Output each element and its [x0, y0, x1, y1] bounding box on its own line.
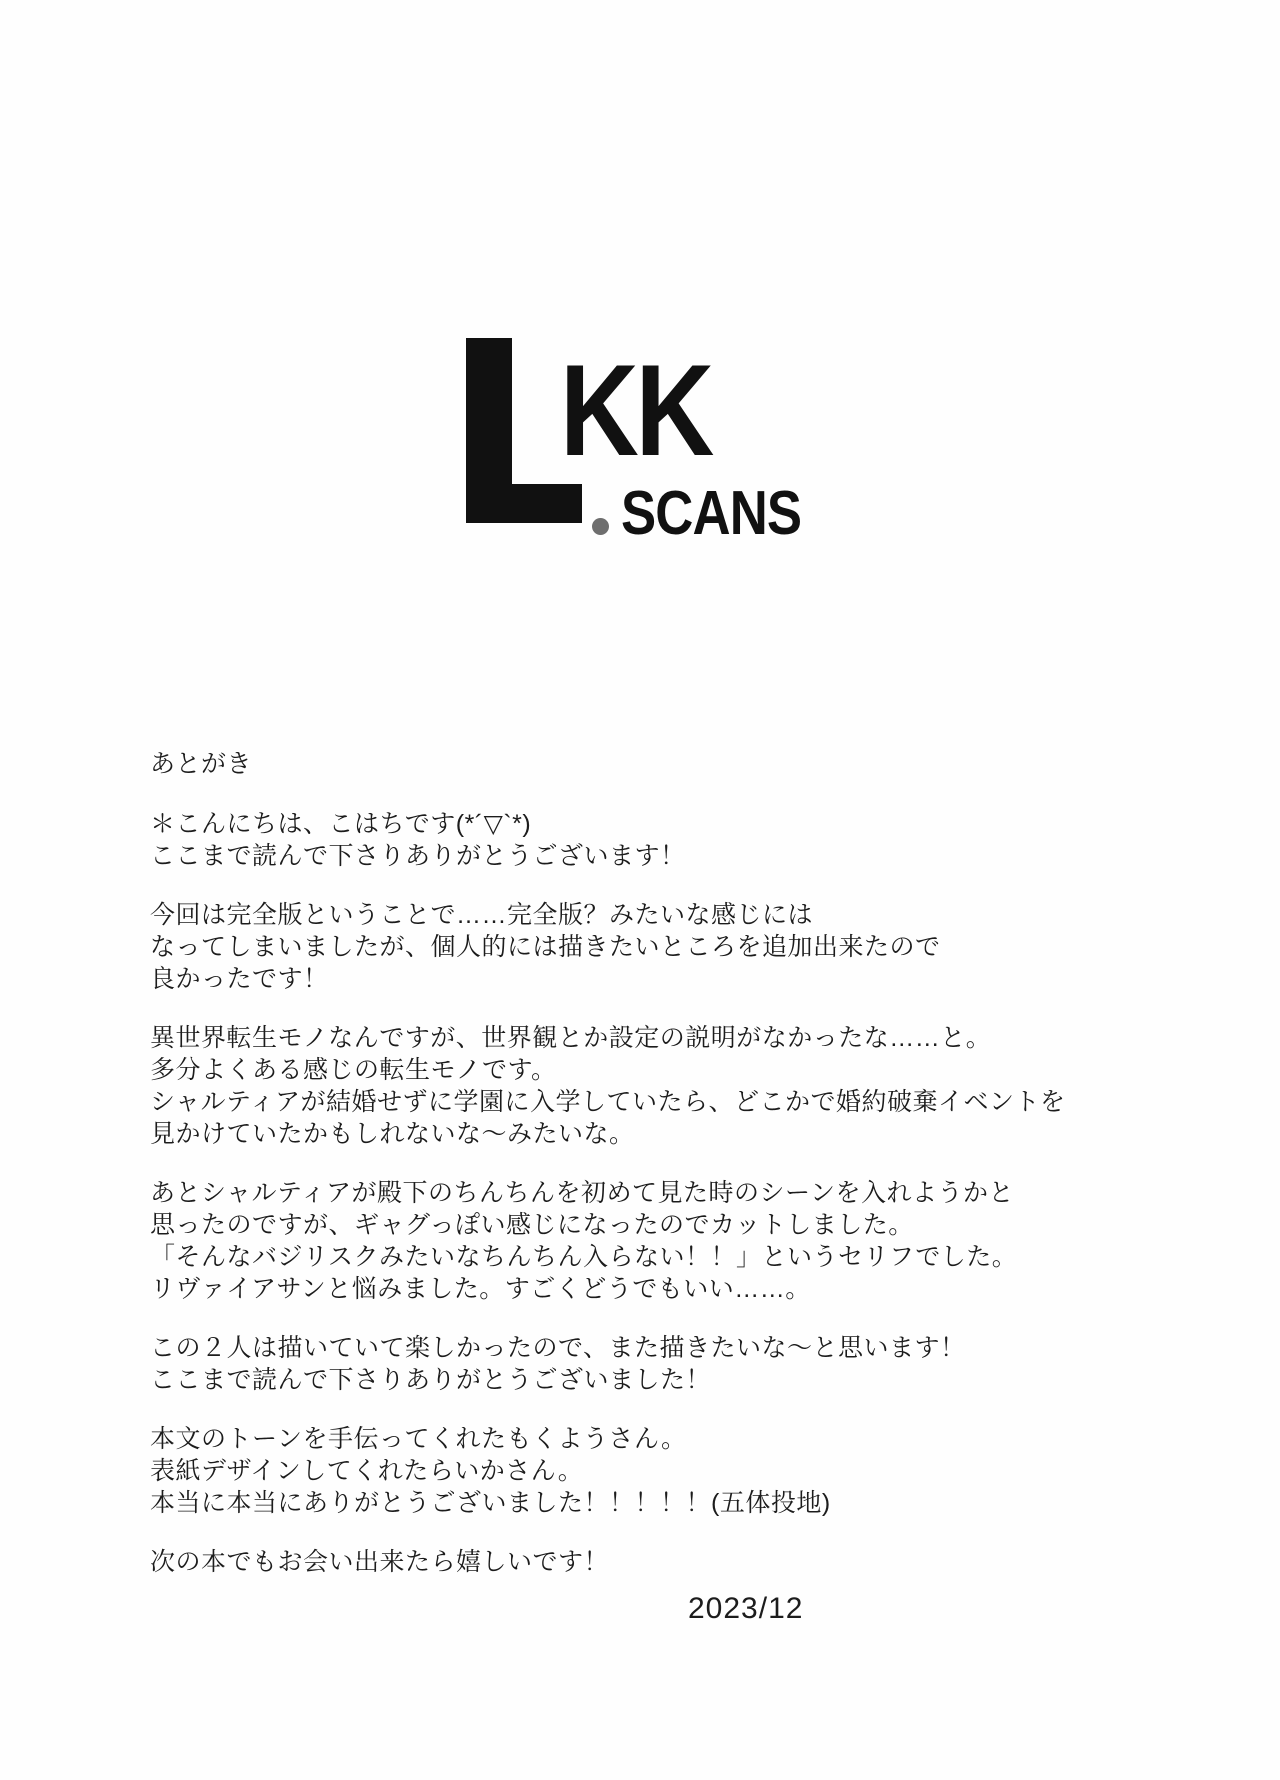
paragraph [150, 808, 1150, 872]
text-line: ここまで読んで下さりありがとうございました！ [150, 1366, 712, 1394]
text-line: リヴァイアサンと悩みました。すごくどうでもいい……。 [150, 1275, 811, 1303]
text-line: この２人は描いていて楽しかったので、また描きたいな〜と思います！ [150, 1334, 966, 1362]
afterword-body [150, 748, 1150, 1578]
text-line: あとシャルティアが殿下のちんちんを初めて見た時のシーンを入れようかと [150, 1179, 1015, 1207]
text-line: なってしまいましたが、個人的には描きたいところを追加出来たので [150, 933, 941, 961]
paragraph [150, 1332, 1150, 1396]
text-line: 思ったのですが、ギャグっぽい感じになったのでカットしました。 [150, 1211, 914, 1239]
text-line: ここまで読んで下さりありがとうございます！ [150, 842, 686, 870]
paragraph [150, 1022, 1150, 1150]
paragraph [150, 899, 1150, 995]
text-line: 多分よくある感じの転生モノです。 [150, 1056, 557, 1084]
publication-date: 2023/12 [688, 1592, 804, 1625]
logo-bottom-row [592, 479, 833, 548]
text-line: シャルティアが結婚せずに学園に入学していたら、どこかで婚約破棄イベントを [150, 1088, 1066, 1116]
text-line: 「そんなバジリスクみたいなちんちん入らない！！」というセリフでした。 [150, 1243, 1018, 1271]
logo-scans-text: SCANS [621, 479, 802, 548]
text-line: 良かったです！ [150, 965, 329, 993]
lkk-scans-logo [466, 337, 806, 548]
text-line: 今回は完全版ということで……完全版？みたいな感じには [150, 901, 814, 929]
logo-dot-icon [592, 518, 609, 535]
text-line: 本当に本当にありがとうございました！！！！！(五体投地) [150, 1489, 831, 1517]
text-line: ＊こんにちは、こはちです(*´▽`*) [150, 810, 532, 838]
paragraph [150, 1546, 1150, 1578]
logo-kk-text: KK [560, 337, 712, 483]
text-line: 異世界転生モノなんですが、世界観とか設定の説明がなかったな……と。 [150, 1024, 992, 1052]
paragraph [150, 1177, 1150, 1305]
text-line: 表紙デザインしてくれたらいかさん。 [150, 1457, 584, 1485]
text-line: 本文のトーンを手伝ってくれたもくようさん。 [150, 1425, 687, 1453]
afterword-title: あとがき [150, 750, 253, 778]
text-line: 次の本でもお会い出来たら嬉しいです！ [150, 1548, 610, 1576]
text-line: 見かけていたかもしれないな〜みたいな。 [150, 1120, 635, 1148]
paragraph [150, 1423, 1150, 1519]
